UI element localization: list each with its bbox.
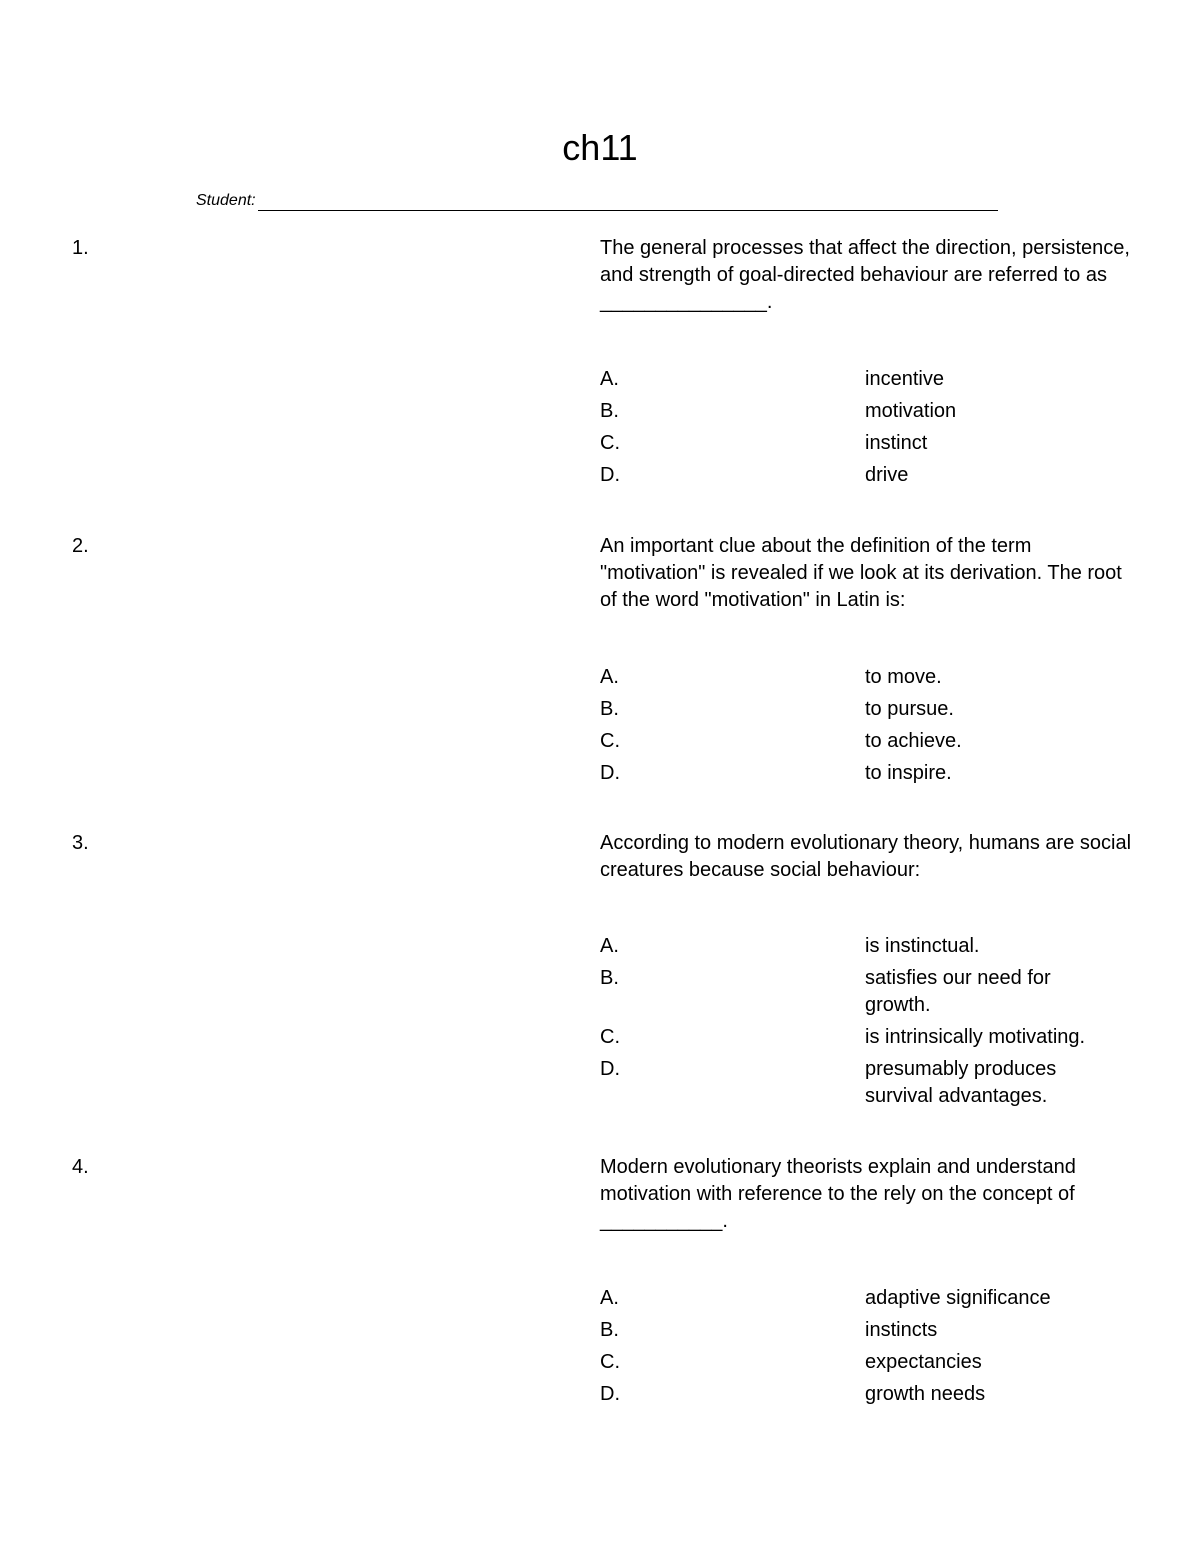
- option-text: to achieve.: [865, 730, 962, 752]
- option-c: [600, 1349, 1160, 1376]
- option-text: growth needs: [865, 1383, 986, 1405]
- option-a: [600, 933, 1160, 960]
- option-text: drive: [865, 464, 909, 486]
- option-letter: B.: [600, 698, 619, 720]
- question-number: 1.: [72, 237, 89, 259]
- option-letter: D.: [600, 464, 620, 486]
- option-b: [600, 1317, 1160, 1344]
- option-letter: C.: [600, 432, 620, 454]
- option-c: [600, 1024, 1160, 1051]
- option-letter: D.: [600, 1383, 620, 1405]
- option-text: adaptive significance: [865, 1287, 1051, 1309]
- question-text: The general processes that affect the direction, persistence, and strength of goal-directed behaviour are referred to as _______________.: [600, 237, 1130, 313]
- option-text: is instinctual.: [865, 935, 980, 957]
- page-title: ch11: [562, 127, 638, 168]
- option-d: [600, 1056, 1160, 1110]
- option-c: [600, 430, 1160, 457]
- option-text: incentive: [865, 368, 944, 390]
- student-label: Student:: [196, 192, 256, 209]
- option-letter: B.: [600, 400, 619, 422]
- option-d: [600, 462, 1160, 489]
- question-number: 4.: [72, 1156, 89, 1178]
- option-text: to move.: [865, 666, 942, 688]
- question-text: According to modern evolutionary theory, humans are social creatures because social behaviour:: [600, 832, 1132, 881]
- answer-options: [600, 933, 1160, 1115]
- option-a: [600, 366, 1160, 393]
- answer-options: [600, 1285, 1160, 1413]
- option-text: motivation: [865, 400, 957, 422]
- student-name-line: [258, 194, 998, 211]
- option-letter: B.: [600, 967, 619, 989]
- option-d: [600, 760, 1160, 787]
- option-letter: C.: [600, 1026, 620, 1048]
- option-text: instincts: [865, 1319, 938, 1341]
- option-letter: C.: [600, 730, 620, 752]
- option-text: presumably produces survival advantages.: [865, 1058, 1057, 1107]
- option-letter: A.: [600, 1287, 619, 1309]
- option-letter: D.: [600, 762, 620, 784]
- option-b: [600, 398, 1160, 425]
- option-letter: D.: [600, 1058, 620, 1080]
- option-letter: A.: [600, 368, 619, 390]
- question-text: Modern evolutionary theorists explain and understand motivation with reference to the rely on the concept of ___________.: [600, 1156, 1076, 1232]
- option-c: [600, 728, 1160, 755]
- option-a: [600, 664, 1160, 691]
- option-text: to inspire.: [865, 762, 952, 784]
- option-letter: A.: [600, 935, 619, 957]
- question-text: An important clue about the definition of the term "motivation" is revealed if we look at its derivation. The root of the word "motivation" in Latin is:: [600, 535, 1122, 611]
- option-letter: B.: [600, 1319, 619, 1341]
- question-number: 3.: [72, 832, 89, 854]
- answer-options: [600, 664, 1160, 792]
- option-text: is intrinsically motivating.: [865, 1026, 1086, 1048]
- option-text: satisfies our need for growth.: [865, 967, 1051, 1016]
- student-field: [196, 191, 998, 211]
- option-a: [600, 1285, 1160, 1312]
- option-text: to pursue.: [865, 698, 954, 720]
- option-text: expectancies: [865, 1351, 982, 1373]
- option-letter: A.: [600, 666, 619, 688]
- option-b: [600, 965, 1160, 1019]
- question-number: 2.: [72, 535, 89, 557]
- option-text: instinct: [865, 432, 928, 454]
- option-letter: C.: [600, 1351, 620, 1373]
- answer-options: [600, 366, 1160, 494]
- option-d: [600, 1381, 1160, 1408]
- option-b: [600, 696, 1160, 723]
